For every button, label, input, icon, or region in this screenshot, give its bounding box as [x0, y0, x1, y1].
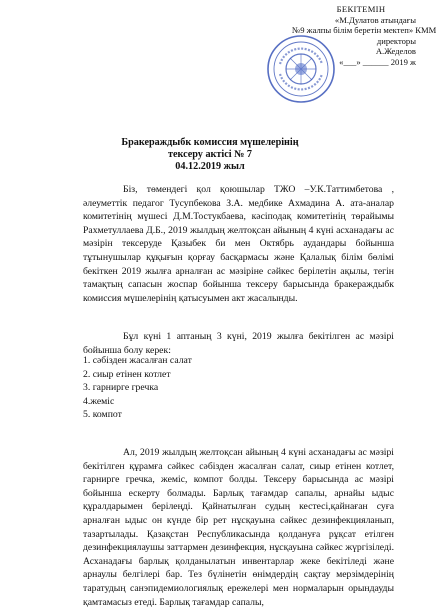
act-title: Бракераждыбк комиссия мүшелерінің	[121, 137, 299, 148]
approval-heading: БЕКІТЕМІН	[336, 4, 386, 14]
menu-item: 3. гарнирге гречка	[83, 382, 159, 394]
menu-item: 4.жеміс	[83, 395, 115, 407]
body-paragraph-intro: Біз, төмендегі қол қоюшылар ТЖО –У.К.Таттимбетова , әлеуметтік педагог Тусупбекова З.А. медбике Ахмадина А. ата-аналар комитетінің мүшесі Д.М.Тостукбаева, кәсіподақ комитетінің төрайымы Рахметуллаева Д.Б., 2019 жылдың желтоқсан айының 4 күні асханадағы ас мәзірін тексеруде Қазыбек би мен Октябрь аудандары бойынша тұтынушылар құқығын қорғау басқармасы және Қалалық білім бөлімі бекіткен 2019 жылға арналған ас мәзіріне сәйкес берілетін ақылы, тегін тамақтың сапасын жоспар бойынша тексеру барысында бракераждыбк комиссия мүшелерінің қатысуымен акт жасалынды.	[83, 184, 394, 304]
body-paragraph-findings: Ал, 2019 жылдың желтоқсан айының 4 күні асханадағы ас мәзірі бекітілген құрамға сәйкес сәбізден жасалған салат, сиыр етінен котлет, гарнирге гречка, жеміс, компот болды. Тексеру барысында ас мәзірі бойынша ескерту болмады. Барлық тағамдар сапалы, арнайы ыдыс құралдарымен берілеңді. Қайнатылған судың кестесі,қайнаған суға арналған ыдыс он күнде бір рет нұсқауына сәйкес дезинфекцияланып, тазартылады. Қазақстан Республикасында қолдануға рұқсат етілген дезинфекциялаушы заттармен дезинфекция, нұсқауына сәйкес жүргізіледі. Асханадағы барлық қолданылатын инвентарлар жеке бекітіледі және арнаулы белгілері бар. Тез бүлінетін өнімдердің сақтау мерзімдерінің таратудың санэпидемиологиялық ережелері мен нормаларын орындауды қамтамасыз етеді. Барлық тағамдар сапалы,	[83, 447, 394, 608]
approval-line: «М.Дулатов атындағы	[334, 14, 416, 25]
menu-item: 1. сәбізден жасалған салат	[83, 355, 192, 366]
act-subtitle: тексеру актісі № 7	[167, 149, 253, 160]
act-date: 04.12.2019 жыл	[175, 161, 245, 172]
body-paragraph-menu-intro: Бұл күні 1 аптаның 3 күні, 2019 жылға бекітілген ас мәзірі бойынша болу керек:	[83, 331, 394, 356]
approval-line: №9 жалпы білім беретін мектеп» КММ	[292, 25, 436, 36]
menu-list	[83, 354, 192, 422]
approval-date: «___» ______ 2019 ж	[339, 56, 416, 67]
menu-item: 2. сиыр етінен котлет	[83, 368, 171, 380]
approval-line: А.Жеделов	[375, 46, 416, 57]
approval-line: директоры	[376, 35, 416, 46]
menu-item: 5. компот	[83, 409, 122, 421]
official-stamp	[266, 34, 336, 104]
